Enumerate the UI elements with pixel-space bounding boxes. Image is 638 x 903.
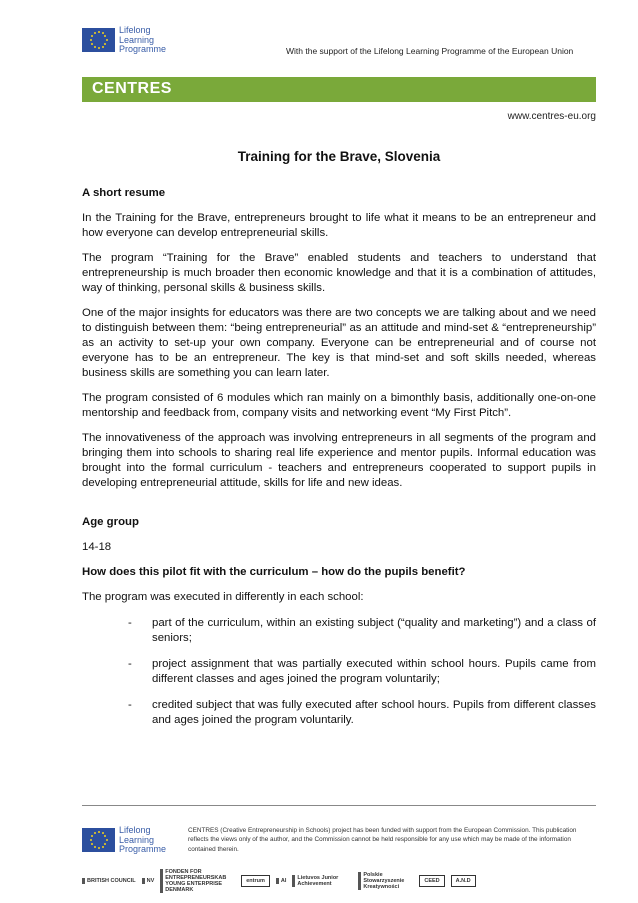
- list-item-text: part of the curriculum, within an existing subject (“quality and marketing”) and a class of seniors;: [152, 617, 596, 644]
- support-statement: With the support of the Lifelong Learning Programme of the European Union: [286, 46, 574, 56]
- list-item: [82, 698, 596, 728]
- partner-logo: entrum: [241, 875, 270, 887]
- section-heading: A short resume: [82, 187, 166, 199]
- logo-line: Programme: [119, 844, 167, 854]
- list-item: [82, 657, 596, 687]
- flag-star-icon: [104, 835, 106, 837]
- flag-star-icon: [102, 32, 104, 34]
- flag-star-icon: [94, 46, 96, 48]
- flag-star-icon: [106, 39, 108, 41]
- logo-line: Learning: [119, 34, 155, 45]
- partner-logo: Polskie Stowarzyszenie Kreatywności: [358, 872, 413, 890]
- paragraph: The program was executed in differently in each school:: [82, 591, 364, 603]
- website-url[interactable]: www.centres-eu.org: [507, 111, 596, 122]
- flag-star-icon: [94, 32, 96, 34]
- flag-star-icon: [98, 47, 100, 49]
- flag-star-icon: [98, 31, 100, 33]
- partner-logo: CEED: [419, 875, 444, 887]
- logo-line: Lifelong: [119, 25, 151, 35]
- flag-star-icon: [106, 839, 108, 841]
- flag-star-icon: [102, 46, 104, 48]
- bullet-marker: -: [128, 658, 132, 670]
- list-item-text: project assignment that was partially executed within school hours. Pupils came from different classes and ages joined the program voluntarily;: [152, 658, 596, 685]
- bullet-marker: -: [128, 699, 132, 711]
- centres-banner: [82, 77, 596, 102]
- section-heading: How does this pilot fit with the curriculum – how do the pupils benefit?: [82, 566, 466, 578]
- flag-star-icon: [104, 43, 106, 45]
- flag-star-icon: [104, 35, 106, 37]
- paragraph: The program “Training for the Brave” enabled students and teachers to understand that entrepreneurship is much broader then economic knowledge and that it is a combination of attitudes, way of thinking, personal skills & business skills.: [82, 252, 596, 294]
- eu-flag-icon: [82, 28, 115, 52]
- bullet-list: [82, 616, 596, 728]
- footer-llp-logo: [82, 826, 182, 856]
- partner-logo: A.N.D: [451, 875, 476, 887]
- footer-divider: [82, 805, 596, 806]
- page-title: Training for the Brave, Slovenia: [237, 149, 441, 164]
- list-item-text: credited subject that was fully executed after school hours. Pupils from different classes and ages joined the program voluntarily.: [152, 699, 596, 726]
- flag-star-icon: [102, 832, 104, 834]
- flag-star-icon: [102, 846, 104, 848]
- flag-star-icon: [98, 847, 100, 849]
- list-item: [82, 616, 596, 646]
- funding-disclaimer: CENTRES (Creative Entrepreneurship in Schools) project has been funded with support from the European Commission. This publication reflects the views only of the author, and the Commission cannot be held responsible for any use which may be made of the information contained therein.: [188, 827, 577, 853]
- banner-title: CENTRES: [92, 80, 172, 97]
- logo-line: Lifelong: [119, 825, 151, 835]
- partner-logo: BRITISH COUNCIL: [82, 878, 136, 884]
- flag-star-icon: [91, 835, 93, 837]
- flag-star-icon: [91, 843, 93, 845]
- flag-star-icon: [90, 839, 92, 841]
- flag-star-icon: [104, 843, 106, 845]
- partner-logos: [82, 871, 596, 891]
- bullet-marker: -: [128, 617, 132, 629]
- section-heading: Age group: [82, 516, 139, 528]
- flag-star-icon: [98, 831, 100, 833]
- flag-star-icon: [91, 43, 93, 45]
- paragraph: The innovativeness of the approach was involving entrepreneurs in all segments of the program and bringing them into schools to sharing real life experience and mentor pupils. Informal education was brought into the formal curriculum - teachers and entrepreneurs cooperated to support pupils in developing entrepreneurial attitude, skills for life and new ideas.: [82, 432, 596, 489]
- paragraph: The program consisted of 6 modules which ran mainly on a bimonthly basis, additionally one-on-one mentorship and feedback from, company visits and networking event “My First Pitch”.: [82, 392, 596, 419]
- lifelong-learning-programme-logo: [82, 26, 182, 56]
- partner-logo: FONDEN FOR ENTREPRENEURSKAB YOUNG ENTERPRISE DENMARK: [160, 869, 235, 893]
- logo-line: Programme: [119, 44, 167, 54]
- eu-flag-icon: [82, 828, 115, 852]
- paragraph: One of the major insights for educators was there are two concepts we are talking about and we need to distinguish between them: “being entrepreneurial” as an attitude and mind-set & “entrepreneurship” as an activity to set-up your own company. Everyone can be entrepreneurial and of course not everyone has to be an entrepreneur. The key is that mind-set and soft skills needed, whereas business skills are something you can learn later.: [82, 307, 596, 379]
- logo-text: [119, 26, 166, 55]
- paragraph: In the Training for the Brave, entrepreneurs brought to life what it means to be an entrepreneur and how everyone can develop entrepreneurial skills.: [82, 212, 596, 239]
- flag-star-icon: [94, 832, 96, 834]
- flag-star-icon: [94, 846, 96, 848]
- flag-star-icon: [90, 39, 92, 41]
- paragraph: 14-18: [82, 541, 112, 553]
- logo-line: Learning: [119, 834, 155, 845]
- flag-star-icon: [91, 35, 93, 37]
- partner-logo: Lietuvos Junior Achievement: [292, 875, 352, 887]
- document-body: [82, 186, 596, 739]
- partner-logo: AI: [276, 878, 287, 884]
- partner-logo: NV: [142, 878, 155, 884]
- logo-text: [119, 826, 166, 855]
